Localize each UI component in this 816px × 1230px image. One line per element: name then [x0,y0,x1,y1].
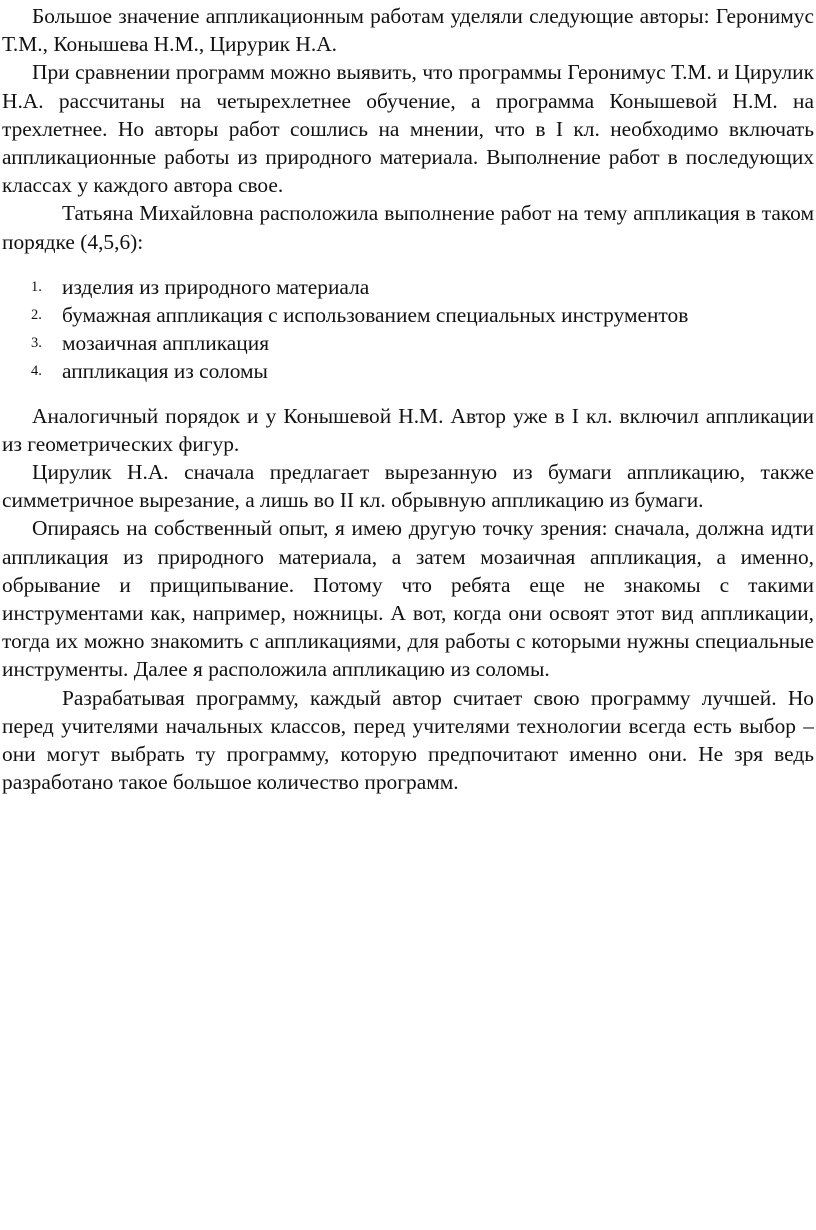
list-item-number: 4. [31,363,42,380]
paragraph-geronimus-order: Татьяна Михайловна расположила выполнение работ на тему аппликация в таком порядке (4,5,6): [2,201,814,254]
paragraph-programs-comparison: При сравнении программ можно выявить, что программы Геронимус Т.М. и Цирулик Н.А. рассчитаны на четырехлетнее обучение, а программа Конышевой Н.М. на трехлетнее. Но авторы работ сошлись на мнении, что в I кл. необходимо включать аппликационные работы из природного материала. Выполнение работ в последующих классах у каждого автора свое. [2,60,814,198]
list-item-text: бумажная аппликация с использованием специальных инструментов [62,303,689,328]
paragraph-conclusion: Разрабатывая программу, каждый автор считает свою программу лучшей. Но перед учителями начальных классов, перед учителями технологии всегда есть выбор – они могут выбрать ту программу, которую предпочитают именно они. Не зря ведь разработано такое большое количество программ. [2,685,814,795]
list-item [2,329,814,357]
paragraph-own-experience: Опираясь на собственный опыт, я имею другую точку зрения: сначала, должна идти аппликация из природного материала, а затем мозаичная аппликация, а именно, обрывание и прищипывание. Потому что ребята еще не знакомы с такими инструментами как, например, ножницы. А вот, когда они освоят этот вид аппликации, тогда их можно знакомить с аппликациями, для работы с которыми нужны специальные инструменты. Далее я расположила аппликацию из соломы. [2,516,814,682]
list-item-text: мозаичная аппликация [62,331,270,356]
numbered-list [2,273,814,386]
list-item [2,357,814,385]
paragraph-authors-intro: Большое значение аппликационным работам уделяли следующие авторы: Геронимус Т.М., Конышева Н.М., Цирурик Н.А. [2,4,814,57]
list-item [2,301,814,329]
paragraph-tsirulik-order: Цирулик Н.А. сначала предлагает вырезанную из бумаги аппликацию, также симметричное вырезание, а лишь во II кл. обрывную аппликацию из бумаги. [2,460,814,513]
document-page [2,2,814,796]
list-item-number: 2. [31,307,42,324]
list-item-number: 3. [31,335,42,352]
list-item-number: 1. [31,278,42,295]
list-item-text: изделия из природного материала [62,274,370,299]
list-item [2,273,814,301]
paragraph-konysheva-order: Аналогичный порядок и у Конышевой Н.М. Автор уже в I кл. включил аппликации из геометрических фигур. [2,403,814,456]
list-item-text: аппликация из соломы [62,359,268,384]
